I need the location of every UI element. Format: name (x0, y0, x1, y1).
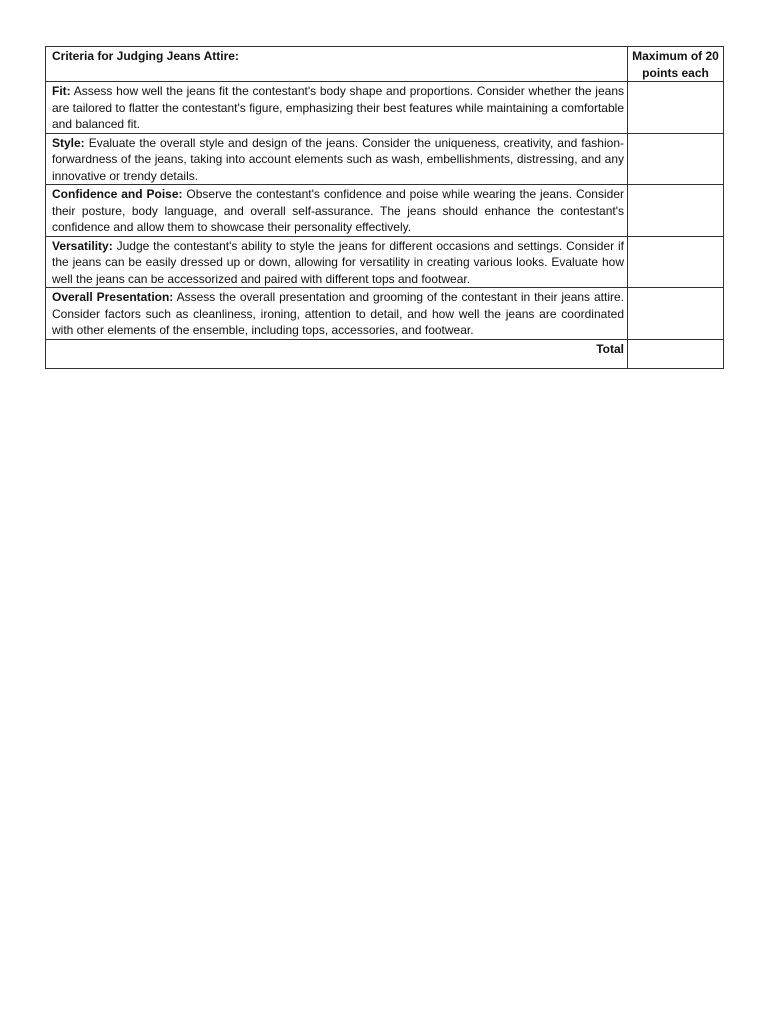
criterion-description: Evaluate the overall style and design of the jeans. Consider the uniqueness, creativity, and fashion-forwardness of the jeans, taking into account elements such as wash, embellishments, distressing, and any innovative or trendy details. (52, 135, 624, 183)
judging-criteria-table (45, 46, 724, 369)
criterion-description: Observe the contestant's confidence and poise while wearing the jeans. Consider their posture, body language, and overall self-assurance. The jeans should enhance the contestant's confidence and allow them to showcase their personality effectively. (52, 187, 624, 234)
criterion-term: Confidence and Poise: (52, 187, 183, 201)
criterion-row-confidence (46, 185, 724, 237)
criterion-cell (46, 133, 628, 185)
criterion-row-style (46, 133, 724, 185)
criterion-row-presentation (46, 288, 724, 340)
criterion-term: Fit: (52, 84, 71, 98)
score-cell[interactable] (628, 288, 724, 340)
criterion-term: Versatility: (52, 238, 113, 253)
total-score-cell[interactable] (628, 339, 724, 368)
criterion-cell (46, 185, 628, 237)
criterion-cell (46, 236, 628, 288)
criterion-description: Judge the contestant's ability to style the jeans for different occasions and settings. Consider if the jeans can be easily dressed up or down, allowing for versatility in creating various looks. Evaluate how well the jeans can be accessorized and paired with different tops and footwear. (52, 238, 624, 286)
score-cell[interactable] (628, 133, 724, 185)
criterion-row-versatility (46, 236, 724, 288)
criterion-description: Assess the overall presentation and grooming of the contestant in their jeans attire. Consider factors such as cleanliness, ironing, attention to detail, and how well the jeans are coordinated with other elements of the ensemble, including tops, accessories, and footwear. (52, 290, 625, 337)
score-cell[interactable] (628, 185, 724, 237)
criterion-term: Style: (52, 135, 85, 150)
criterion-cell (46, 288, 628, 340)
criterion-term: Overall Presentation: (52, 290, 174, 304)
score-cell[interactable] (628, 236, 724, 288)
criterion-cell (46, 82, 628, 134)
total-label: Total (46, 339, 628, 368)
criterion-description: Assess how well the jeans fit the contestant's body shape and proportions. Consider whether the jeans are tailored to flatter the contestant's figure, emphasizing their best features while maintaining a comfortable and balanced fit. (52, 84, 624, 131)
table-header-row (46, 47, 724, 82)
criterion-row-fit (46, 82, 724, 134)
max-points-header: Maximum of 20 points each (628, 47, 724, 82)
total-row (46, 339, 724, 368)
score-cell[interactable] (628, 82, 724, 134)
criteria-header: Criteria for Judging Jeans Attire: (46, 47, 628, 82)
